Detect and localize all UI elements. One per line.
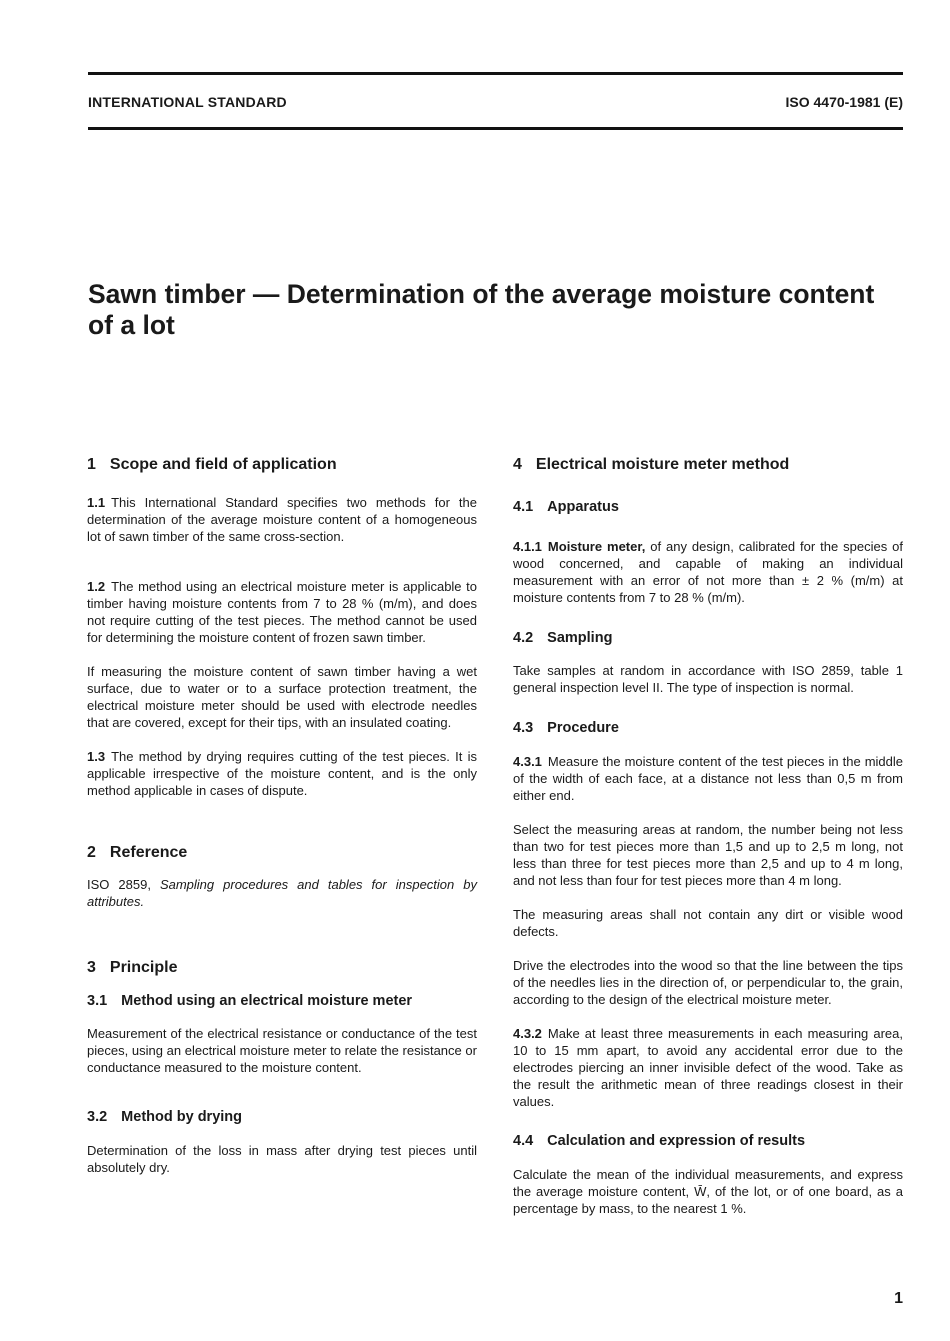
section-3-1-heading: 3.1 Method using an electrical moisture meter	[87, 993, 413, 1009]
right-column	[513, 455, 903, 1217]
section-4-4-heading: 4.4 Calculation and expression of results	[513, 1133, 806, 1149]
section-4-2-heading: 4.2 Sampling	[513, 630, 613, 646]
section-3-2-heading: 3.2 Method by drying	[87, 1109, 243, 1125]
section-2-heading: 2 Reference	[87, 844, 188, 861]
clause-4-1-1: 4.1.1 Moisture meter, of any design, calibrated for the species of wood concerned, and capable of making an individual measurement with an error of not more than ± 2 % (m/m) at moisture contents from 7 to 28 % (m/m).	[513, 539, 903, 605]
page-number: 1	[894, 1290, 903, 1307]
clause-4-3-1-electrodes: Drive the electrodes into the wood so that the line between the tips of the needles lies in the direction of, or perpendicular to, the grain, according to the design of the electrical moisture meter.	[513, 958, 903, 1007]
header-bottom-rule	[88, 127, 903, 130]
section-1-heading: 1 Scope and field of application	[87, 456, 337, 473]
section-4-1-heading: 4.1 Apparatus	[513, 499, 619, 515]
header-top-rule	[88, 72, 903, 75]
clause-3-1-text: Measurement of the electrical resistance or conductance of the test pieces, using an electrical moisture meter to relate the resistance or conductance measured to the moisture content.	[87, 1026, 477, 1075]
clause-4-3-1-defects: The measuring areas shall not contain any dirt or visible wood defects.	[513, 907, 903, 939]
standard-number: ISO 4470-1981 (E)	[785, 94, 903, 110]
clause-4-3-1-areas: Select the measuring areas at random, the number being not less than two for test pieces more than 1,5 and up to 2,5 m long, not less than three for test pieces more than 2,5 and up to 4 m long, and not less than four for test pieces more than 4 m long.	[513, 822, 903, 888]
section-4-3-heading: 4.3 Procedure	[513, 720, 619, 736]
clause-1-2: 1.2 The method using an electrical moisture meter is applicable to timber having moisture contents from 7 to 28 % (m/m), and does not require cutting of the test pieces. The method cannot be used for determining the moisture content of frozen sawn timber.	[87, 579, 477, 645]
clause-1-3: 1.3 The method by drying requires cutting of the test pieces. It is applicable irrespective of the moisture content, and is the only method applicable in cases of dispute.	[87, 749, 477, 798]
reference-iso-2859: ISO 2859, Sampling procedures and tables for inspection by attributes.	[87, 877, 477, 909]
clause-4-2-text: Take samples at random in accordance with ISO 2859, table 1 general inspection level II. The type of inspection is normal.	[513, 663, 903, 695]
clause-4-3-2: 4.3.2 Make at least three measurements in each measuring area, 10 to 15 mm apart, to avoid any accidental error due to the electrodes piercing an inner invisible defect of the wood. Take as the result the arithmetic mean of three readings closest in their values.	[513, 1026, 903, 1109]
clause-1-2-wet-surface: If measuring the moisture content of sawn timber having a wet surface, due to water or to a surface protection treatment, the electrical moisture meter should be used with electrode needles that are covered, except for their tips, with an insulated coating.	[87, 664, 477, 730]
section-3-heading: 3 Principle	[87, 959, 178, 976]
document-title: Sawn timber — Determination of the average moisture content of a lot	[88, 279, 875, 340]
clause-4-3-1: 4.3.1 Measure the moisture content of the test pieces in the middle of the width of each face, at a distance not less than 0,5 m from either end.	[513, 754, 903, 803]
document-type-label: INTERNATIONAL STANDARD	[88, 94, 287, 110]
left-column	[87, 455, 477, 1176]
clause-4-4-text: Calculate the mean of the individual measurements, and express the average moisture content, W̄, of the lot, or of one board, as a percentage by mass, to the nearest 1 %.	[513, 1167, 903, 1216]
clause-3-2-text: Determination of the loss in mass after drying test pieces until absolutely dry.	[87, 1143, 477, 1175]
section-4-heading: 4 Electrical moisture meter method	[513, 456, 790, 473]
clause-1-1: 1.1 This International Standard specifies two methods for the determination of the average moisture content of a homogeneous lot of sawn timber of the same cross-section.	[87, 495, 477, 544]
